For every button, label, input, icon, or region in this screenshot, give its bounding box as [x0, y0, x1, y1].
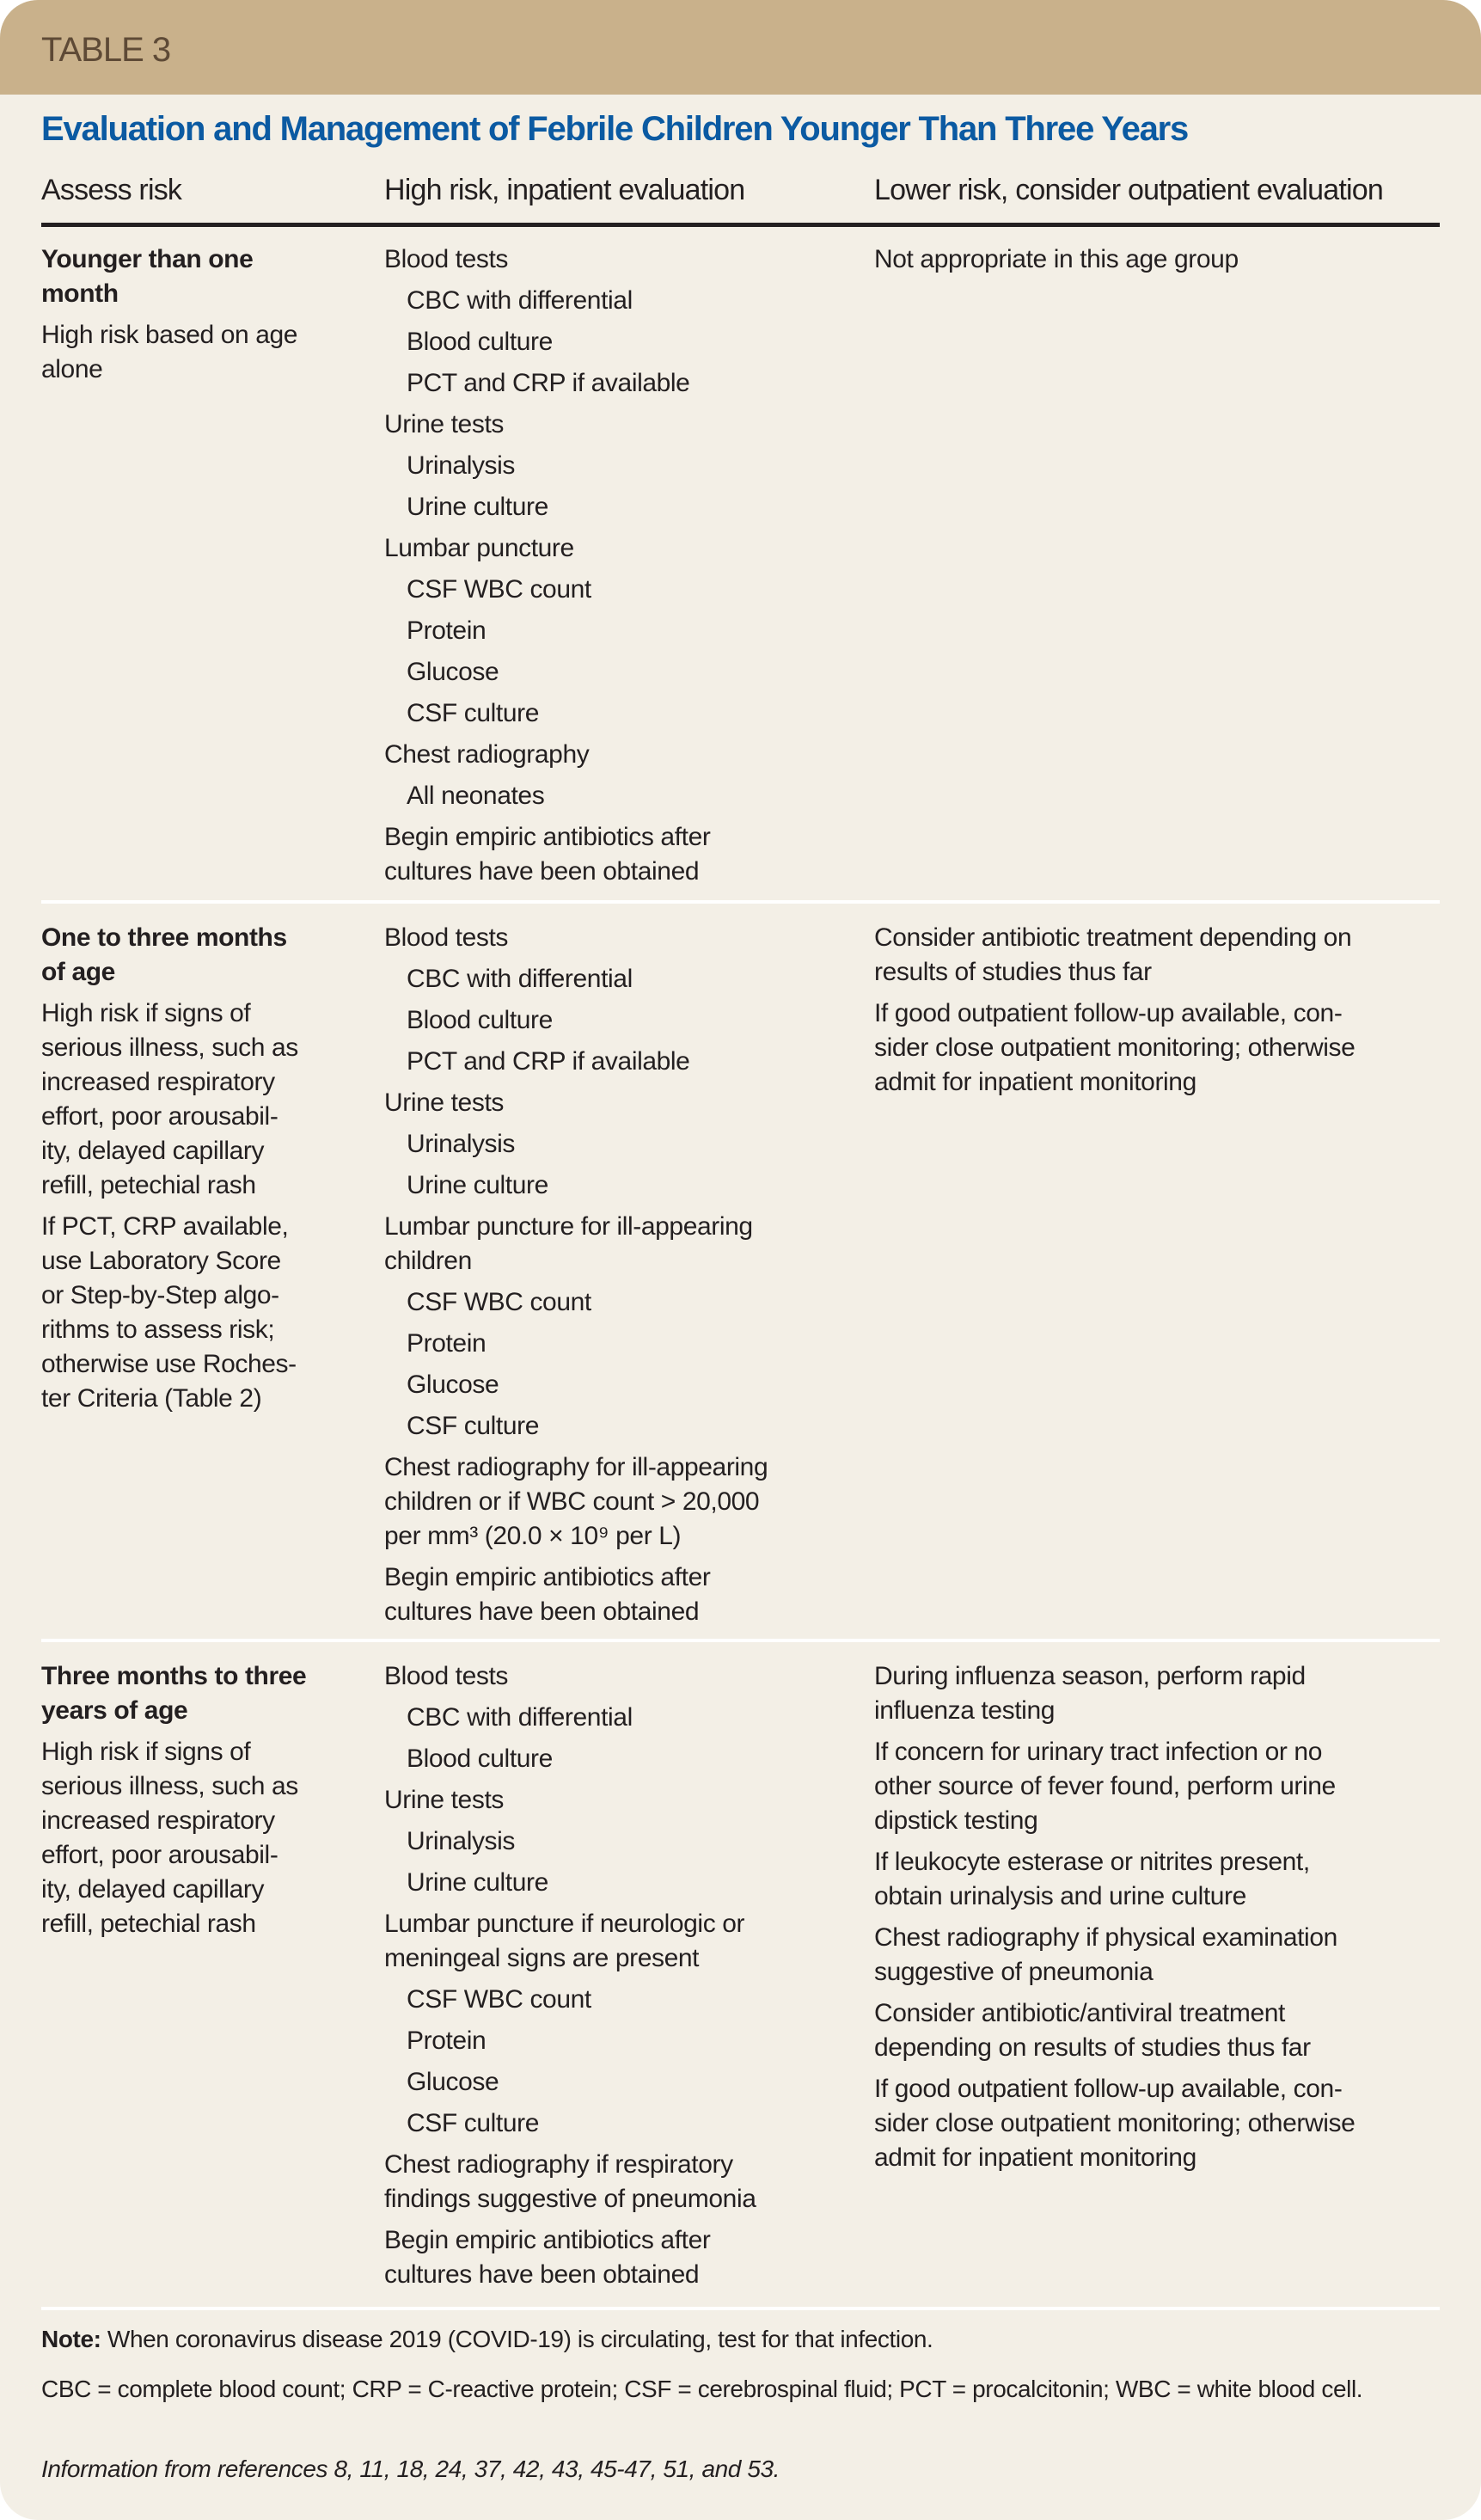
sub-item: Urine culture	[407, 1868, 548, 1897]
list-item: Begin empiric antibiotics after cultures have been obtained	[384, 823, 711, 886]
list-item: Blood tests	[384, 245, 509, 273]
list-item: If concern for urinary tract infection or no other source of fever found, perform urine dipstick testing	[874, 1738, 1336, 1835]
list-item: Blood tests	[384, 1662, 509, 1690]
sub-item: Glucose	[407, 1370, 499, 1399]
list-item: Lumbar puncture	[384, 534, 574, 562]
list-item: Lumbar puncture for ill-appearing children	[384, 1212, 753, 1275]
list-item: If good outpatient follow-up available, con- sider close outpatient monitoring; otherwise admit for inpatient monitoring	[874, 999, 1356, 1096]
lower-risk-cell	[874, 921, 1441, 1107]
sub-item: CSF culture	[407, 699, 539, 727]
list-item: Lumbar puncture if neurologic or meningeal signs are present	[384, 1910, 745, 1972]
list-item: Begin empiric antibiotics after cultures have been obtained	[384, 2226, 711, 2289]
list-item: If leukocyte esterase or nitrites present, obtain urinalysis and urine culture	[874, 1848, 1310, 1910]
sub-item: CSF WBC count	[407, 575, 591, 604]
sub-item: CBC with differential	[407, 965, 633, 993]
note-label: Note:	[41, 2326, 101, 2352]
list-item: During influenza season, perform rapid influenza testing	[874, 1662, 1306, 1725]
list-item: High risk if signs of serious illness, such as increased respiratory effort, poor arousabil- ity, delayed capillary refill, petechial rash	[41, 1738, 298, 1938]
list-item: Urine tests	[384, 1786, 504, 1814]
list-item: Chest radiography	[384, 740, 590, 769]
sub-item: CSF WBC count	[407, 1288, 591, 1316]
sub-item: Blood culture	[407, 1744, 553, 1773]
high-risk-cell	[384, 921, 840, 1636]
sub-item: Blood culture	[407, 328, 553, 356]
high-risk-cell	[384, 1659, 840, 2299]
age-group-heading: Younger than one month	[41, 245, 254, 308]
sub-item: CSF culture	[407, 2109, 539, 2137]
list-item: Chest radiography if physical examination suggestive of pneumonia	[874, 1923, 1337, 1986]
sub-item: Protein	[407, 1329, 487, 1358]
age-group-heading: Three months to three years of age	[41, 1662, 307, 1725]
sub-item: Blood culture	[407, 1006, 553, 1034]
sub-item: CSF culture	[407, 1412, 539, 1440]
sub-item: CBC with differential	[407, 286, 633, 315]
sub-item: Urine culture	[407, 493, 548, 521]
sub-item: Glucose	[407, 2068, 499, 2096]
sub-item: Protein	[407, 616, 487, 645]
list-item: Consider antibiotic/antiviral treatment depending on results of studies thus far	[874, 1999, 1311, 2062]
footnote-note	[41, 2323, 1440, 2356]
footnote-abbreviations: CBC = complete blood count; CRP = C-reactive protein; CSF = cerebrospinal fluid; PCT = procalcitonin; WBC = white blood cell.	[41, 2376, 1363, 2402]
age-group-heading: One to three months of age	[41, 923, 287, 986]
list-item: Blood tests	[384, 923, 509, 952]
assess-risk-cell	[41, 242, 351, 394]
header-rule	[41, 223, 1440, 227]
list-item: High risk if signs of serious illness, such as increased respiratory effort, poor arousabil- ity, delayed capillary refill, petechial rash	[41, 999, 298, 1199]
list-item: Consider antibiotic treatment depending on results of studies thus far	[874, 923, 1352, 986]
sub-item: CSF WBC count	[407, 1985, 591, 2014]
list-item: If good outpatient follow-up available, con- sider close outpatient monitoring; otherwise admit for inpatient monitoring	[874, 2075, 1356, 2172]
list-item: Not appropriate in this age group	[874, 245, 1239, 273]
list-item: Urine tests	[384, 1088, 504, 1117]
list-item: Chest radiography if respiratory findings suggestive of pneumonia	[384, 2150, 756, 2213]
row-divider	[41, 900, 1440, 904]
assess-risk-cell	[41, 921, 351, 1423]
table-title: Evaluation and Management of Febrile Children Younger Than Three Years	[41, 110, 1189, 148]
assess-risk-cell	[41, 1659, 351, 1948]
table-label: TABLE 3	[41, 31, 171, 69]
sub-item: Protein	[407, 2026, 487, 2055]
list-item: Urine tests	[384, 410, 504, 438]
sub-item: Urine culture	[407, 1171, 548, 1199]
sub-item: PCT and CRP if available	[407, 369, 690, 397]
row-divider	[41, 2307, 1440, 2310]
lower-risk-cell	[874, 1659, 1441, 2182]
sub-item: Urinalysis	[407, 1827, 516, 1855]
sub-item: CBC with differential	[407, 1703, 633, 1732]
sub-item: Urinalysis	[407, 451, 516, 480]
row-divider	[41, 1639, 1440, 1642]
source-text: Information from references 8, 11, 18, 24, 37, 42, 43, 45-47, 51, and 53.	[41, 2456, 780, 2482]
column-header-lower-risk: Lower risk, consider outpatient evaluation	[874, 174, 1383, 206]
sub-item: All neonates	[407, 782, 545, 810]
list-item: High risk based on age alone	[41, 321, 298, 383]
list-item: If PCT, CRP available, use Laboratory Score or Step-by-Step algo- rithms to assess risk; otherwise use Roches- ter Criteria (Table 2)	[41, 1212, 297, 1413]
column-header-assess-risk: Assess risk	[41, 174, 182, 206]
note-text: When coronavirus disease 2019 (COVID-19) is circulating, test for that infection.	[101, 2326, 933, 2352]
footnote-source	[41, 2453, 1440, 2486]
sub-item: PCT and CRP if available	[407, 1047, 690, 1076]
sub-item: Glucose	[407, 658, 499, 686]
lower-risk-cell	[874, 242, 1441, 284]
sub-item: Urinalysis	[407, 1130, 516, 1158]
list-item: Chest radiography for ill-appearing children or if WBC count > 20,000 per mm³ (20.0 × 10⁹ per L)	[384, 1453, 768, 1550]
column-header-high-risk: High risk, inpatient evaluation	[384, 174, 745, 206]
high-risk-cell	[384, 242, 840, 896]
list-item: Begin empiric antibiotics after cultures have been obtained	[384, 1563, 711, 1626]
table-label-band	[0, 0, 1481, 95]
